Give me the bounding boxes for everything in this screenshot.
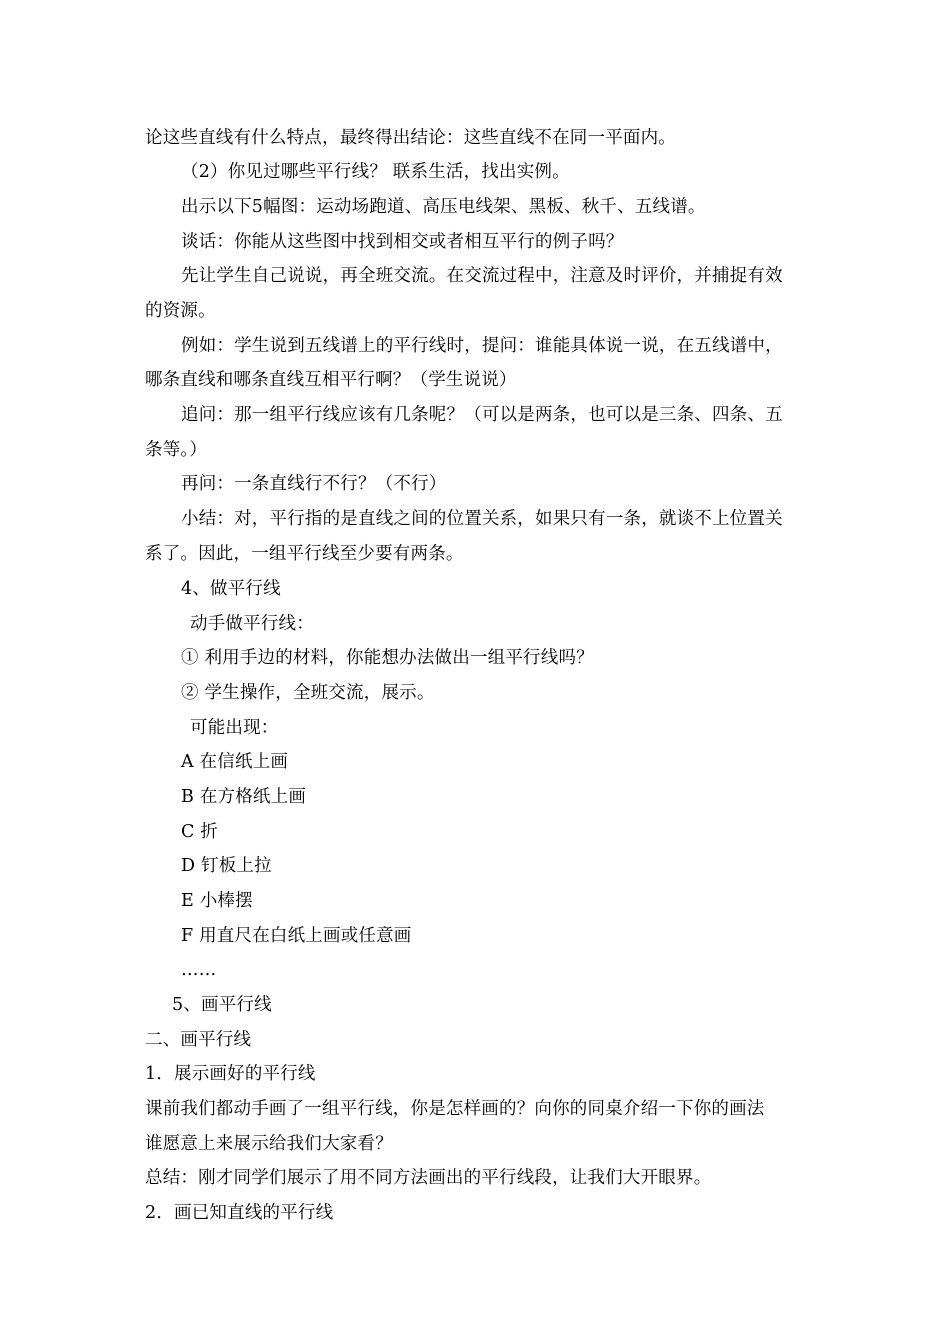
subsection-heading: 1．展示画好的平行线 [145,1064,316,1084]
text-line: 例如：学生说到五线谱上的平行线时，提问：谁能具体说一说，在五线谱中， [181,336,783,356]
list-item: B 在方格纸上画 [181,787,307,807]
ellipsis: …… [181,960,217,980]
text-line: 谈话：你能从这些图中找到相交或者相互平行的例子吗？ [181,232,624,252]
text-line: 出示以下5幅图：运动场跑道、高压电线架、黑板、秋千、五线谱。 [181,197,706,217]
list-item: ① 利用手边的材料，你能想办法做出一组平行线吗？ [181,648,594,668]
text-line: 系了。因此，一组平行线至少要有两条。 [145,544,464,564]
text-line: 追问：那一组平行线应该有几条呢？（可以是两条，也可以是三条、四条、五 [181,405,783,425]
text-line: 论这些直线有什么特点，最终得出结论：这些直线不在同一平面内。 [145,128,676,148]
list-item: C 折 [181,822,219,842]
list-item: D 钉板上拉 [181,856,272,876]
list-item: E 小棒摆 [181,891,253,911]
text-line: 总结：刚才同学们展示了用不同方法画出的平行线段，让我们大开眼界。 [145,1168,712,1188]
text-line: （2）你见过哪些平行线？ 联系生活，找出实例。 [181,162,570,182]
text-line: 动手做平行线： [190,614,314,634]
text-line: 小结：对，平行指的是直线之间的位置关系，如果只有一条，就谈不上位置关 [181,509,783,529]
text-line: 先让学生自己说说，再全班交流。在交流过程中，注意及时评价，并捕捉有效 [181,266,783,286]
text-line: 哪条直线和哪条直线互相平行啊？（学生说说） [145,370,517,390]
list-item: F 用直尺在白纸上画或任意画 [181,926,412,946]
section-heading: 二、画平行线 [145,1030,252,1050]
text-line: 可能出现： [190,718,279,738]
text-line: 条等。） [145,440,208,460]
subsection-heading: 2．画已知直线的平行线 [145,1203,334,1223]
text-line: 谁愿意上来展示给我们大家看？ [145,1134,393,1154]
text-line: 的资源。 [145,301,216,321]
list-item: A 在信纸上画 [181,752,289,772]
text-line: 再问：一条直线行不行？（不行） [181,474,447,494]
list-item: ② 学生操作，全班交流，展示。 [181,683,435,703]
section-heading: 5、画平行线 [172,995,272,1015]
text-line: 课前我们都动手画了一组平行线，你是怎样画的？向你的同桌介绍一下你的画法 [145,1099,765,1119]
section-heading: 4、做平行线 [181,579,281,599]
